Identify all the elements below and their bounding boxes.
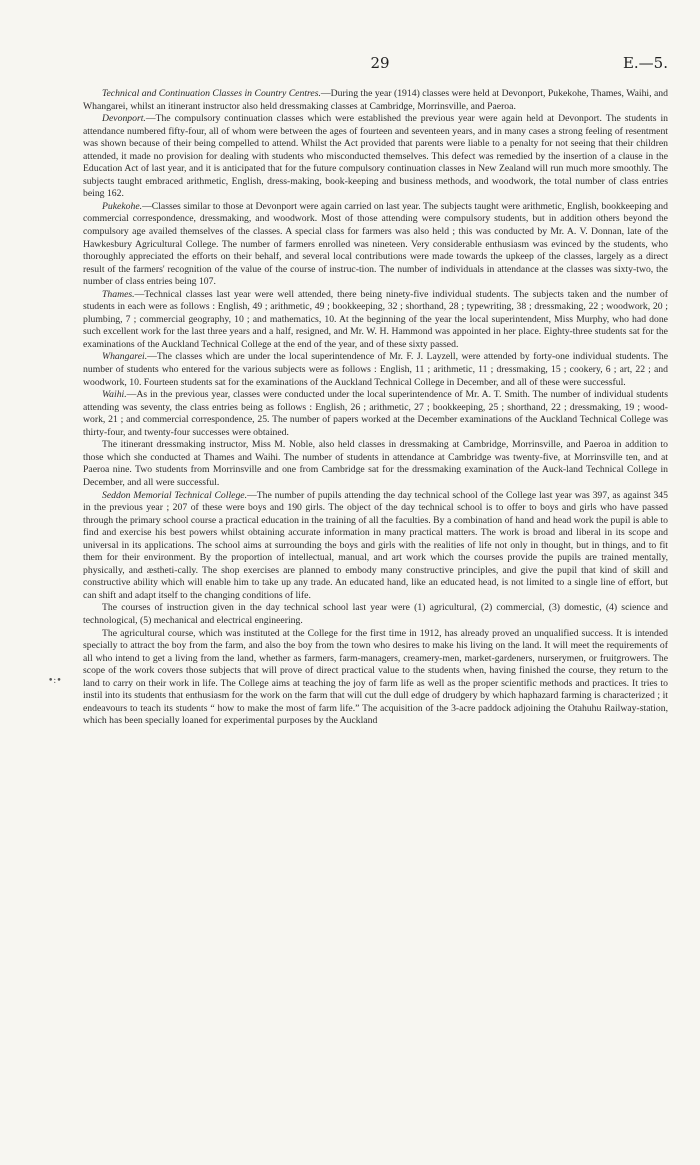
page-header <box>80 54 680 74</box>
paragraph-heading: Whangarei. <box>102 351 148 363</box>
paragraph <box>83 289 668 352</box>
paragraph <box>83 490 668 603</box>
paragraph-heading: Waihi. <box>102 389 127 401</box>
paragraph-text: —Classes similar to those at Devonport were again carried on last year. The subjects taught were arithmetic, English, bookkeeping and commercial correspondence, dressmaking, and woodwork. Most of those attending were compulsory students, but in addition others beyond the compulsory age availed themselves of the classes. A special class for farmers was also held ; this was conducted by Mr. A. V. Donnan, late of the Hawkesbury Agricultural College. The number of farmers enrolled was nineteen. Very considerable enthusiasm was evinced by the students, who thoroughly appreciated the efforts on their behalf, and several local contributions were made towards the upkeep of the classes, largely as a direct result of the farmers' recognition of the value of the course of instruc-tion. The number of individuals in attendance at the classes was sixty-two, the number of class entries being 107. <box>83 200 668 288</box>
paragraph-text: The agricultural course, which was instituted at the College for the first time in 1912, has already proved an unqualified success. It is intended specially to attract the boy from the farm, and also the boy from the town who desires to make his living on the land. It will meet the requirements of all who intend to get a living from the land, whether as farmers, farm-managers, creamery-men, market-gardeners, nurserymen, or fruitgrowers. The scope of the work covers those subjects that will prove of direct practical value to the students when, having finished the course, they return to the land to carry on their work in life. The College aims at teaching the joy of farm life as well as the proper scientific methods and practices. It tries to instil into its students that enthusiasm for the work on the farm that will cut the dull edge of drudgery by which haphazard farming is characterized ; it endeavours to teach its students “ how to make the most of farm life.” The acquisition of the 3-acre paddock adjoining the Otahuhu Railway-station, which has been specially loaned for experimental purposes by the Auckland <box>83 627 668 727</box>
paragraph-heading: Thames. <box>102 288 135 300</box>
body-text <box>83 88 668 728</box>
paragraph-text: The courses of instruction given in the day technical school last year were (1) agricultural, (2) commercial, (3) domestic, (4) science and technological, (5) mechanical and electrical engineering. <box>83 602 668 626</box>
paragraph <box>83 113 668 201</box>
paragraph <box>83 88 668 113</box>
paragraph-text: —Technical classes last year were well attended, there being ninety-five individual students. The subjects taken and the number of students in each were as follows : English, 49 ; arithmetic, 49 ; bookkeeping, 32 ; shorthand, 28 ; typewriting, 38 ; dressmaking, 22 ; woodwork, 20 ; plumbing, 7 ; commercial geography, 10 ; and mathematics, 10. At the beginning of the year the local superintendent, Miss Murphy, who had done such excellent work for the last three years and a half, resigned, and Mr. W. H. Hammond was appointed in her place. Eighty-three students sat for the examinations of the Auckland Technical College at the end of the year, and of these sixty passed. <box>83 288 668 350</box>
paragraph <box>83 201 668 289</box>
paragraph-heading: Technical and Continuation Classes in Country Centres. <box>102 88 321 99</box>
margin-mark: •:• <box>48 676 62 686</box>
paragraph <box>83 628 668 728</box>
paragraph <box>83 602 668 627</box>
paragraph-heading: Seddon Memorial Technical College. <box>102 489 248 501</box>
paragraph <box>83 351 668 389</box>
paragraph <box>83 389 668 439</box>
paragraph-text: The itinerant dressmaking instructor, Miss M. Noble, also held classes in dressmaking at Cambridge, Morrinsville, and Paeroa in addition to those which she conducted at Thames and Waihi. The number of students in attendance at Cambridge was twenty-five, at Morrinsville ten, and at Paeroa nine. Two students from Morrinsville and one from Cambridge sat for the dressmaking examination of the Auck-land Technical College in December, and all were successful. <box>83 439 668 488</box>
paragraph-heading: Pukekohe. <box>102 200 143 212</box>
page-number: 29 <box>370 54 390 72</box>
paragraph-text: —The number of pupils attending the day technical school of the College last year was 397, as against 345 in the previous year ; 207 of these were boys and 190 girls. The object of the day technical school is to offer to boys and girls who have passed through the primary school course a practical education in the training of all the faculties. By a combination of hand and head work the pupil is able to find and exercise his best powers whilst obtaining accurate information in many practical matters. The work is broad and liberal in its scope and universal in its applications. The school aims at surrounding the boys and girls with the realities of life not only in thought, but in things, and to fit them for their environment. By the proportion of intellectual, manual, and art work which the courses provide the pupils are trained mentally, physically, and æstheti-cally. The shop exercises are planned to embody many constructive principles, and give the pupil that kind of skill and constructive ability which will enable him to take up any trade. An educated hand, like an educated head, is not limited to a single line of effort, but can shift and adapt itself to the changing conditions of life. <box>83 489 668 601</box>
paragraph-text: —The classes which are under the local superintendence of Mr. F. J. Layzell, were attended by forty-one individual students. The number of students who entered for the various subjects were as follows : English, 11 ; arithmetic, 11 ; dressmaking, 15 ; cookery, 6 ; art, 22 ; and woodwork, 10. Fourteen students sat for the examinations of the Auckland Technical College in December, and all of these were successful. <box>83 351 668 388</box>
paragraph-text: —During the year (1914) classes were held at Devonport, Pukekohe, Thames, Waihi, and Whangarei, whilst an itinerant instructor also held dressmaking classes at Cambridge, Morrinsville, and Paeroa. <box>83 88 668 112</box>
paragraph-heading: Devonport. <box>102 113 146 125</box>
paragraph <box>83 439 668 489</box>
document-reference: E.—5. <box>622 54 668 72</box>
paragraph-text: —As in the previous year, classes were conducted under the local superintendence of Mr. A. T. Smith. The number of individual students attending was seventy, the class entries being as follows : English, 26 ; arithmetic, 27 ; bookkeeping, 25 ; shorthand, 22 ; dressmaking, 19 ; wood-work, 21 ; and commercial correspondence, 25. The number of papers worked at the December examinations of the Auckland Technical College was thirty-four, and twenty-four successes were obtained. <box>83 389 668 438</box>
paragraph-text: —The compulsory continuation classes which were established the previous year were again held at Devonport. The students in attendance numbered fifty-four, all of whom were between the ages of fourteen and seventeen years, and in many cases a strong feeling of resentment was shown because of their being compelled to attend. Whilst the Act provided that parents were liable to a penalty for not seeing that their children attended, it made no provision for dealing with students who misconducted themselves. This defect was remedied by the insertion of a clause in the Education Act of last year, and it is anticipated that for the future compulsory continuation classes in New Zealand will run much more smoothly. The subjects taught embraced arithmetic, English, dress-making, book-keeping and business methods, and woodwork, the total number of class entries being 162. <box>83 113 668 200</box>
